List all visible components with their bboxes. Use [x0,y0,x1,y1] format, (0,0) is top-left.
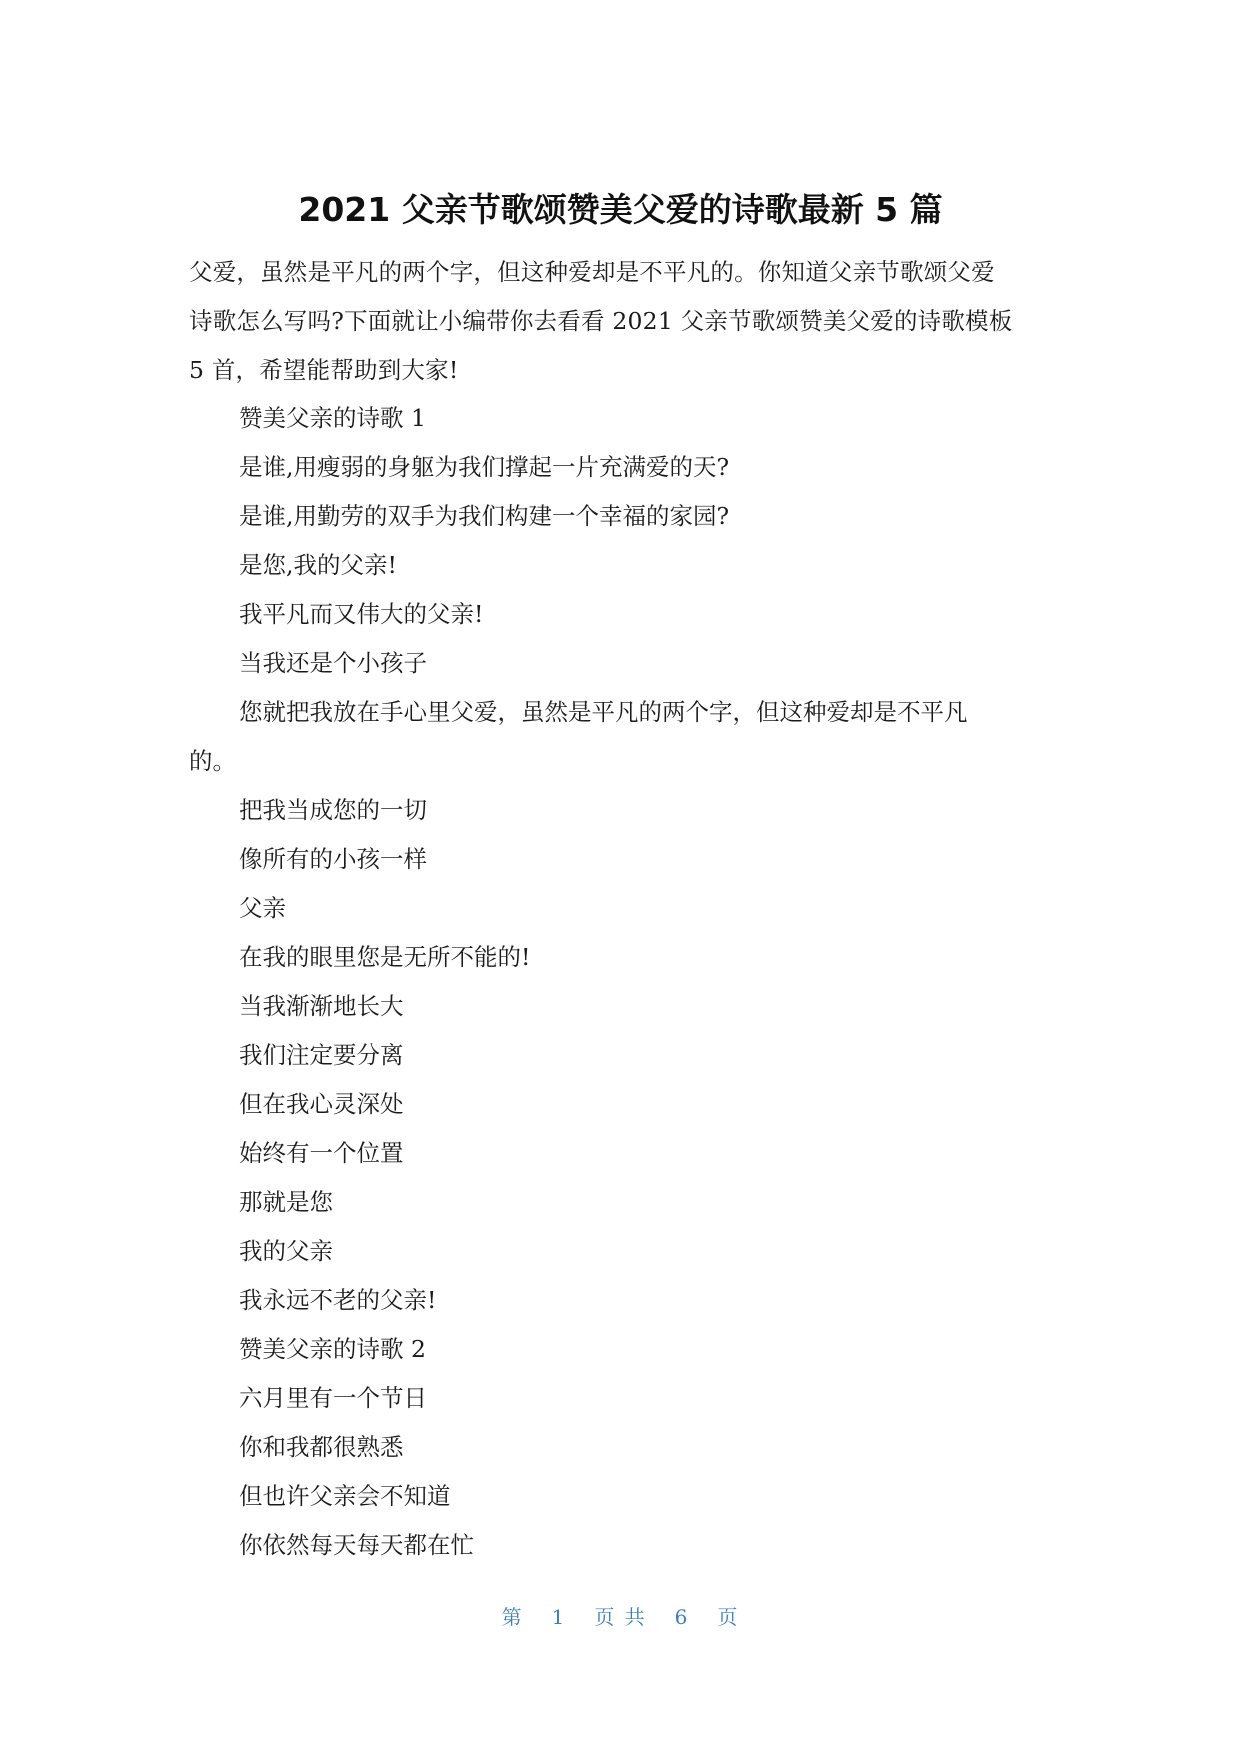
text-line: 赞美父亲的诗歌 1 [239,404,426,432]
text-line: 赞美父亲的诗歌 2 [239,1335,426,1363]
footer-current-page: 1 [551,1605,567,1629]
poem-body [189,394,1045,1570]
text-line: 是谁,用瘦弱的身躯为我们撑起一片充满爱的天? [239,453,730,481]
text-line: 我们注定要分离 [239,1041,404,1069]
page-footer [0,1602,1241,1632]
intro-line: 诗歌怎么写吗?下面就让小编带你去看看 2021 父亲节歌颂赞美父爱的诗歌模板 [189,307,1013,335]
footer-total-pages: 6 [674,1605,690,1629]
footer-page-suffix: 页 [717,1605,740,1629]
intro-paragraph [189,248,1045,395]
text-line: 你和我都很熟悉 [239,1433,404,1461]
text-line: 但在我心灵深处 [239,1090,404,1118]
text-line: 始终有一个位置 [239,1139,404,1167]
text-line: 我的父亲 [239,1237,333,1265]
text-line: 六月里有一个节日 [239,1384,427,1412]
intro-line: 父爱，虽然是平凡的两个字，但这种爱却是不平凡的。你知道父亲节歌颂父爱 [189,258,995,286]
text-line: 那就是您 [239,1188,333,1216]
footer-page-of: 页 共 [594,1605,647,1629]
text-line: 是谁,用勤劳的双手为我们构建一个幸福的家园? [239,502,730,530]
document-title: 2021 父亲节歌颂赞美父爱的诗歌最新 5 篇 [298,190,943,229]
footer-page-word: 第 [501,1605,524,1629]
text-line: 当我渐渐地长大 [239,992,404,1020]
text-line: 我平凡而又伟大的父亲! [239,600,484,628]
text-line: 您就把我放在手心里父爱，虽然是平凡的两个字，但这种爱却是不平凡 [239,698,968,726]
intro-line: 5 首，希望能帮助到大家! [189,356,459,384]
text-line: 但也许父亲会不知道 [239,1482,451,1510]
text-line: 的。 [189,747,236,775]
text-line: 你依然每天每天都在忙 [239,1531,474,1559]
text-line: 是您,我的父亲! [239,551,397,579]
text-line: 像所有的小孩一样 [239,845,427,873]
text-line: 父亲 [239,894,286,922]
text-line: 把我当成您的一切 [239,796,427,824]
text-line: 在我的眼里您是无所不能的! [239,943,531,971]
text-line: 当我还是个小孩子 [239,649,427,677]
text-line: 我永远不老的父亲! [239,1286,437,1314]
